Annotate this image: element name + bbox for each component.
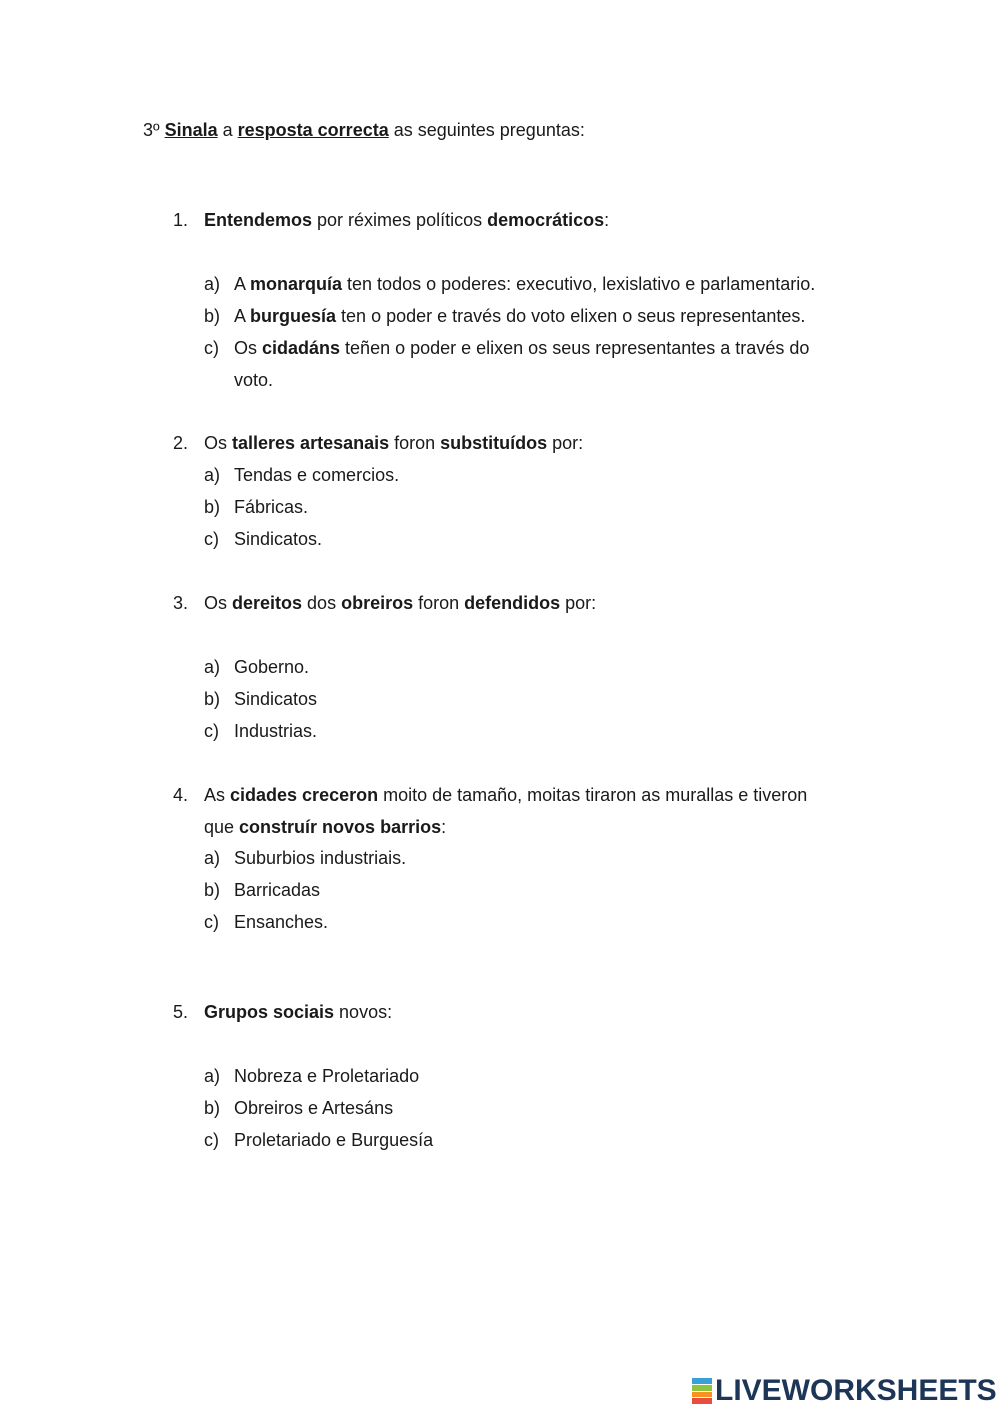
question-number: 1.	[173, 210, 189, 230]
question-text: Grupos sociais novos:	[204, 1002, 393, 1022]
question-number: 4.	[173, 785, 189, 805]
question-text-line2: que construír novos barrios:	[204, 817, 447, 837]
option-label: a)	[204, 274, 221, 294]
option-text[interactable]: Tendas e comercios.	[234, 465, 400, 485]
option-text[interactable]: Suburbios industriais.	[234, 848, 407, 868]
question-text: As cidades creceron moito de tamaño, moitas tiraron as murallas e tiveron	[204, 785, 808, 805]
option-label: a)	[204, 848, 221, 868]
option-label: b)	[204, 306, 221, 326]
resposta-keyword: resposta correcta	[237, 120, 389, 140]
option-text-continuation[interactable]: voto.	[234, 370, 274, 390]
option-text[interactable]: Sindicatos	[234, 689, 318, 709]
option-label: c)	[204, 1130, 219, 1150]
liveworksheets-logo[interactable]	[692, 1374, 997, 1408]
option-label: a)	[204, 657, 221, 677]
question-text: Entendemos por réximes políticos democráticos:	[204, 210, 610, 230]
option-text[interactable]: Fábricas.	[234, 497, 309, 517]
question-text: Os talleres artesanais foron substituídos por:	[204, 433, 584, 453]
option-label: a)	[204, 465, 221, 485]
live-blocks-icon	[692, 1378, 712, 1404]
logo-block-1	[692, 1378, 712, 1384]
logo-block-4	[692, 1398, 712, 1404]
option-text[interactable]: Sindicatos.	[234, 529, 323, 549]
option-label: b)	[204, 1098, 221, 1118]
instruction: 3º Sinala a resposta correcta as seguintes preguntas:	[143, 120, 585, 140]
option-text[interactable]: Os cidadáns teñen o poder e elixen os seus representantes a través do	[234, 338, 810, 358]
option-label: b)	[204, 689, 221, 709]
option-label: a)	[204, 1066, 221, 1086]
option-text[interactable]: Industrias.	[234, 721, 318, 741]
option-label: b)	[204, 497, 221, 517]
logo-text: LIVEWORKSHEETS	[715, 1374, 997, 1407]
question-number: 3.	[173, 593, 189, 613]
option-label: c)	[204, 529, 219, 549]
sinala-keyword: Sinala	[164, 120, 218, 140]
option-text[interactable]: Obreiros e Artesáns	[234, 1098, 394, 1118]
option-label: c)	[204, 338, 219, 358]
option-text[interactable]: Nobreza e Proletariado	[234, 1066, 420, 1086]
option-label: c)	[204, 721, 219, 741]
option-label: b)	[204, 880, 221, 900]
option-label: c)	[204, 912, 219, 932]
question-number: 2.	[173, 433, 189, 453]
question-text: Os dereitos dos obreiros foron defendidos por:	[204, 593, 597, 613]
option-text[interactable]: Proletariado e Burguesía	[234, 1130, 434, 1150]
option-text[interactable]: A monarquía ten todos o poderes: executivo, lexislativo e parlamentario.	[234, 274, 816, 294]
option-text[interactable]: A burguesía ten o poder e través do voto elixen o seus representantes.	[234, 306, 806, 326]
option-text[interactable]: Barricadas	[234, 880, 321, 900]
option-text[interactable]: Goberno.	[234, 657, 310, 677]
question-number: 5.	[173, 1002, 189, 1022]
logo-block-2	[692, 1385, 712, 1391]
option-text[interactable]: Ensanches.	[234, 912, 329, 932]
logo-block-3	[692, 1392, 712, 1398]
